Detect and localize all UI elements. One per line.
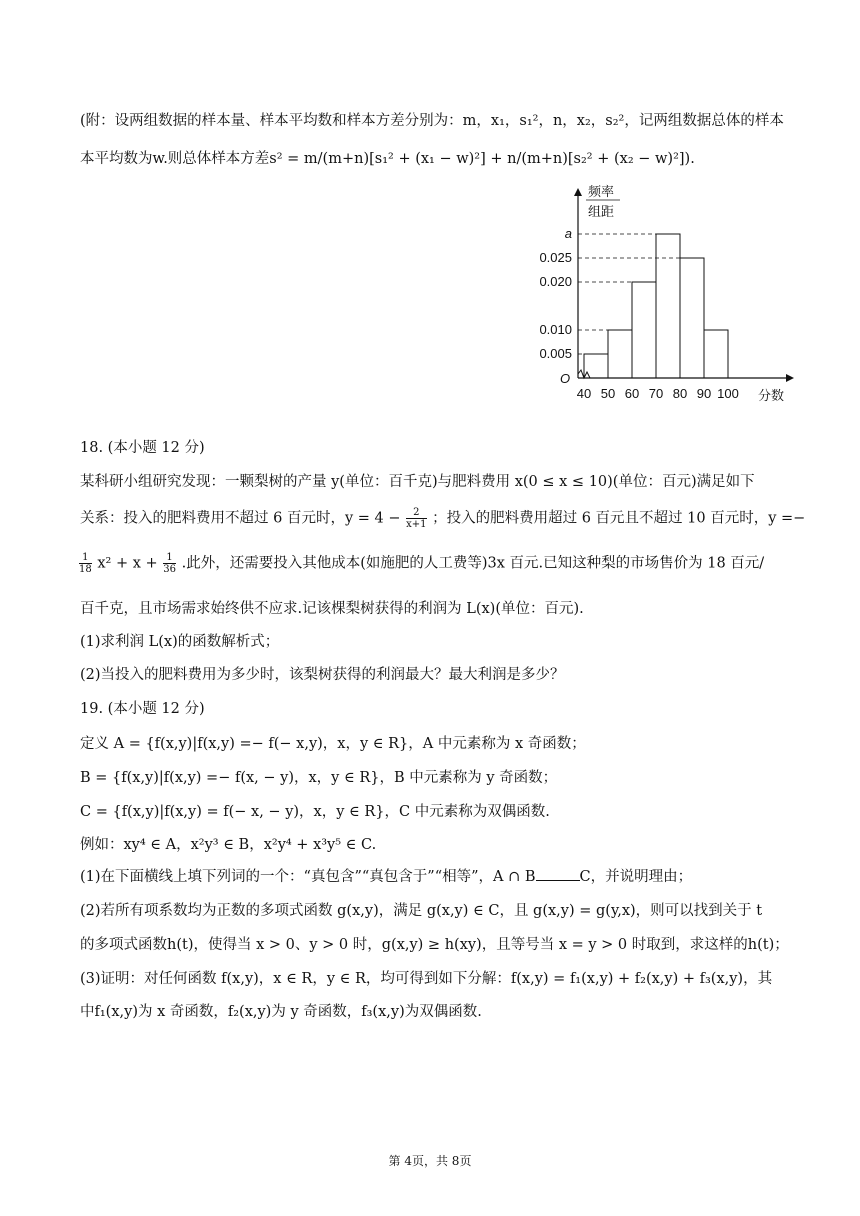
x-tick-label: 70 <box>648 386 664 401</box>
x-tick-label: 90 <box>696 386 712 401</box>
q19-sub-3b: 中f₁(x,y)为 x 奇函数，f₂(x,y)为 y 奇函数，f₃(x,y)为双偶函数. <box>80 1004 482 1020</box>
histogram-bar <box>704 330 728 378</box>
q18-para-2 <box>80 507 805 530</box>
q18-para-3a: x² + x + <box>97 555 158 572</box>
x-axis-arrow <box>786 374 794 382</box>
y-axis-arrow <box>574 188 582 196</box>
histogram-bar <box>608 330 632 378</box>
y-label-bottom: 组距 <box>588 204 615 219</box>
appendix-line-1: (附：设两组数据的样本量、样本平均数和样本方差分别为：m，x₁，s₁²，n，x₂，s₂²，记两组数据总体的样本 <box>80 113 784 129</box>
y-tick-label: 0.025 <box>539 250 572 265</box>
y-tick-label: 0.005 <box>539 346 572 361</box>
histogram-bar <box>680 258 704 378</box>
q18-para-2a: 关系：投入的肥料费用不超过 6 百元时，y = 4 − <box>80 510 401 527</box>
answer-blank[interactable] <box>536 866 580 881</box>
q19-heading: 19. (本小题 12 分) <box>80 701 205 717</box>
q18-para-4: 百千克，且市场需求始终供不应求.记该棵梨树获得的利润为 L(x)(单位：百元). <box>80 601 584 617</box>
q18-sub-2: (2)当投入的肥料费用为多少时，该梨树获得的利润最大？最大利润是多少？ <box>80 667 565 683</box>
origin-label: O <box>560 371 571 386</box>
q19-sub-1 <box>80 866 692 888</box>
q18-sub-1: (1)求利润 L(x)的函数解析式； <box>80 634 280 650</box>
q19-sub-1b: C，并说明理由； <box>579 869 693 885</box>
histogram-bar <box>656 234 680 378</box>
fraction-1-over-36: $\frac{1}{36}$ <box>163 552 176 575</box>
x-tick-label: 100 <box>717 386 739 401</box>
fraction-1-over-18: $\frac{1}{18}$ <box>79 552 92 575</box>
histogram-bar <box>632 282 656 378</box>
q19-def-c: C = {f(x,y)|f(x,y) = f(− x, − y)，x，y ∈ R}，C 中元素称为双偶函数. <box>80 804 550 820</box>
x-tick-label: 80 <box>672 386 688 401</box>
histogram-bar <box>584 354 608 378</box>
q19-def-a: 定义 A = {f(x,y)|f(x,y) =− f(− x,y)，x，y ∈ R}，A 中元素称为 x 奇函数； <box>80 736 586 752</box>
q19-sub-3a: (3)证明：对任何函数 f(x,y)，x ∈ R，y ∈ R，均可得到如下分解：f(x,y) = f₁(x,y) + f₂(x,y) + f₃(x,y)，其 <box>80 971 773 987</box>
y-tick-label: 0.020 <box>539 274 572 289</box>
y-label-top: 频率 <box>588 184 615 199</box>
q19-example: 例如：xy⁴ ∈ A，x²y³ ∈ B，x²y⁴ + x³y⁵ ∈ C. <box>80 837 377 853</box>
q18-para-1: 某科研小组研究发现：一颗梨树的产量 y(单位：百千克)与肥料费用 x(0 ≤ x ≤ 10)(单位：百元)满足如下 <box>80 474 755 490</box>
x-axis-label: 分数 <box>758 388 785 403</box>
y-tick-label: 0.010 <box>539 322 572 337</box>
x-tick-label: 60 <box>624 386 640 401</box>
q18-para-3b: .此外，还需要投入其他成本(如施肥的人工费等)3x 百元.已知这种梨的市场售价为 18 百元/ <box>181 555 765 572</box>
q18-para-3 <box>78 552 764 575</box>
q18-para-2b: ；投入的肥料费用超过 6 百元且不超过 10 百元时，y =− <box>432 510 806 527</box>
appendix-line-2: 本平均数为w.则总体样本方差s² = m/(m+n)[s₁² + (x₁ − w)²] + n/(m+n)[s₂² + (x₂ − w)²]). <box>80 151 695 167</box>
frequency-histogram <box>520 180 800 410</box>
fraction-2-over-x-plus-1: $\frac{2}{x+1}$ <box>406 507 427 530</box>
y-tick-label: a <box>564 226 572 241</box>
q19-def-b: B = {f(x,y)|f(x,y) =− f(x, − y)，x，y ∈ R}，B 中元素称为 y 奇函数； <box>80 770 558 786</box>
page-footer: 第 4页，共 8页 <box>388 1154 472 1168</box>
q18-heading: 18. (本小题 12 分) <box>80 440 205 456</box>
q19-sub-2b: 的多项式函数h(t)，使得当 x > 0、y > 0 时，g(x,y) ≥ h(xy)，且等号当 x = y > 0 时取到，求这样的h(t)； <box>80 937 789 953</box>
q19-sub-2a: (2)若所有项系数均为正数的多项式函数 g(x,y)，满足 g(x,y) ∈ C，且 g(x,y) = g(y,x)，则可以找到关于 t <box>80 903 763 919</box>
x-tick-label: 50 <box>600 386 616 401</box>
q19-sub-1a: (1)在下面横线上填下列词的一个：“真包含”“真包含于”“相等”，A ∩ B <box>80 869 536 885</box>
x-tick-label: 40 <box>576 386 592 401</box>
